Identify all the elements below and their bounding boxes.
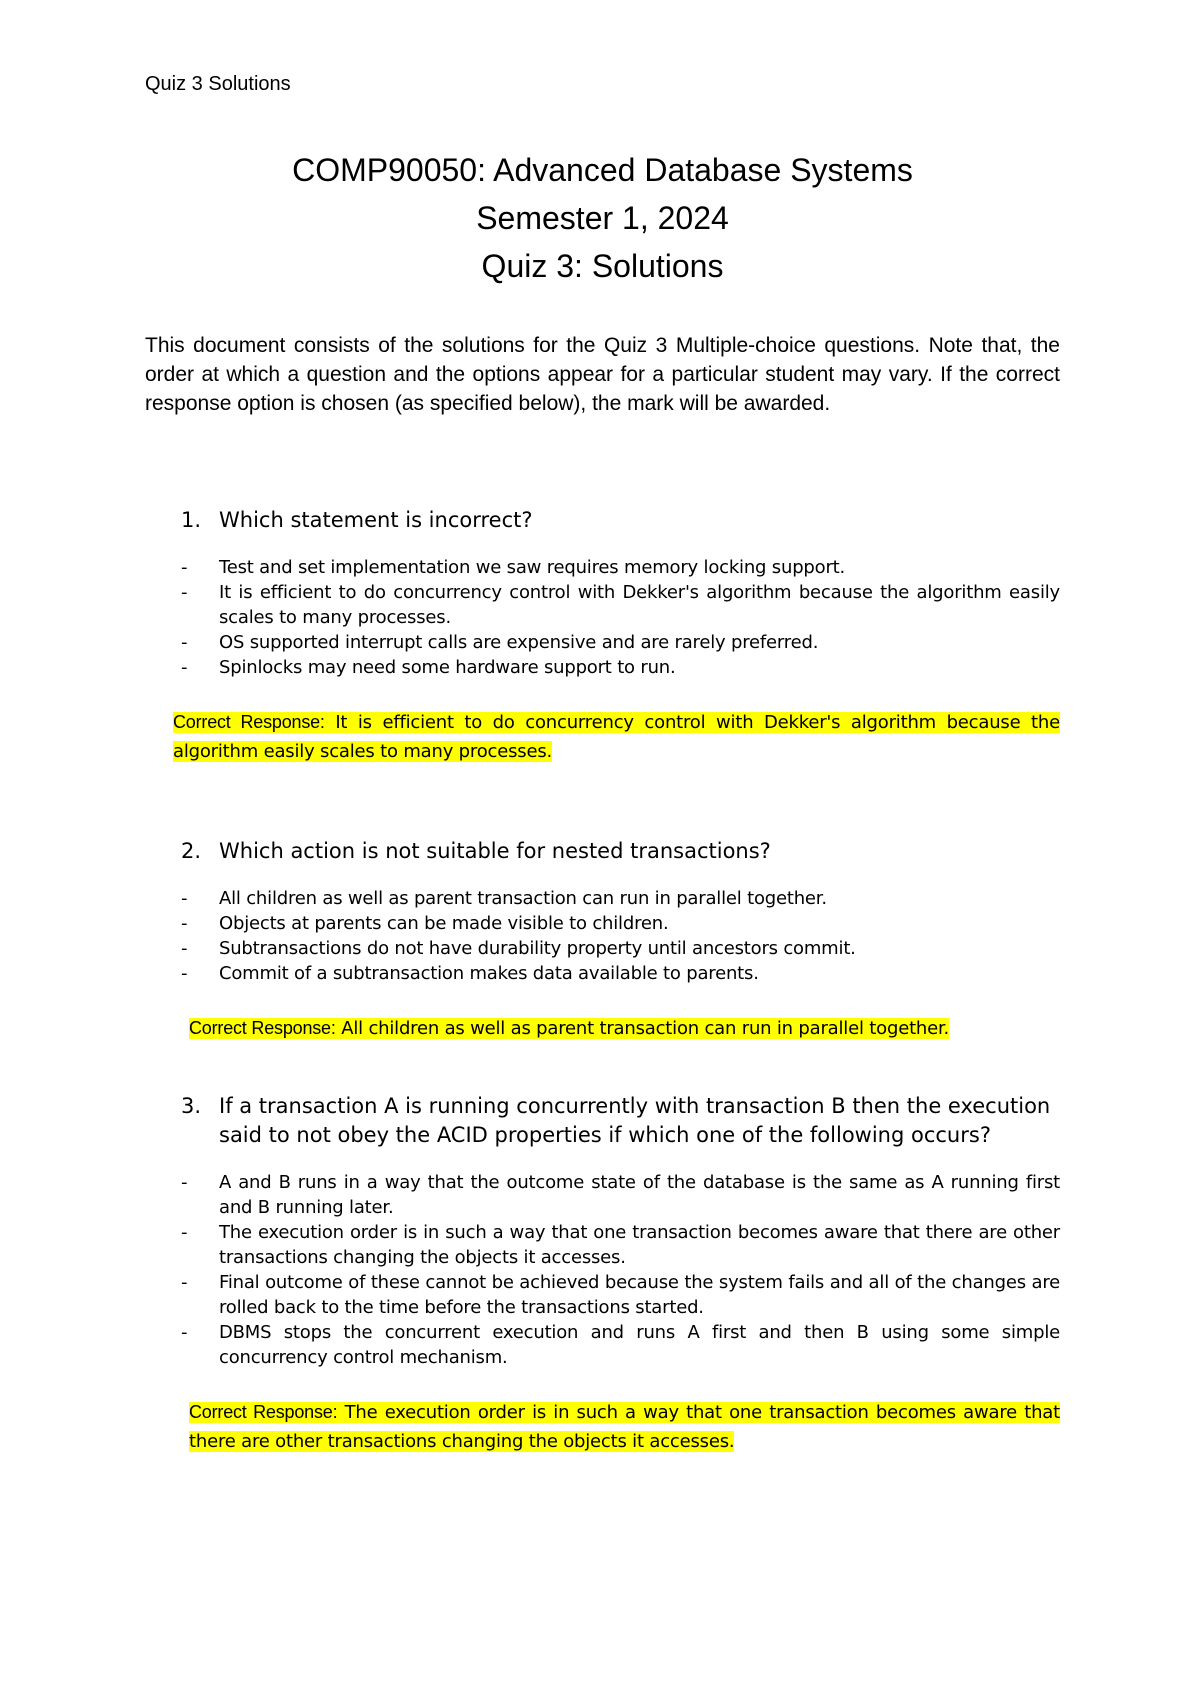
- option-text: Test and set implementation we saw requires memory locking support.: [219, 557, 846, 578]
- highlighted-answer: [189, 1018, 949, 1039]
- option-item: [145, 961, 1060, 986]
- option-item: [145, 1320, 1060, 1370]
- dash-bullet: -: [181, 632, 188, 653]
- answer-label: Correct Response:: [173, 712, 325, 732]
- answer-label: Correct Response:: [189, 1402, 338, 1422]
- question-title: [145, 837, 1060, 866]
- highlighted-answer: [189, 1402, 1060, 1452]
- correct-response: [145, 1014, 1060, 1043]
- question-text: Which statement is incorrect?: [219, 508, 533, 532]
- option-text: A and B runs in a way that the outcome state of the database is the same as A running first and B running later.: [219, 1172, 1060, 1218]
- option-text: Spinlocks may need some hardware support to run.: [219, 657, 676, 678]
- option-text: Objects at parents can be made visible to children.: [219, 913, 669, 934]
- option-item: [145, 1220, 1060, 1270]
- option-item: [145, 555, 1060, 580]
- highlighted-answer: [173, 712, 1060, 762]
- option-item: [145, 936, 1060, 961]
- option-text: OS supported interrupt calls are expensive and are rarely preferred.: [219, 632, 819, 653]
- option-list: [145, 1170, 1060, 1370]
- dash-bullet: -: [181, 888, 188, 909]
- option-text: The execution order is in such a way that one transaction becomes aware that there are other transactions changing the objects it accesses.: [219, 1222, 1060, 1268]
- option-list: [145, 886, 1060, 986]
- running-header: Quiz 3 Solutions: [145, 73, 291, 95]
- option-item: [145, 1170, 1060, 1220]
- question-text: If a transaction A is running concurrently with transaction B then the execution said to not obey the ACID properties if which one of the following occurs?: [219, 1094, 1051, 1147]
- dash-bullet: -: [181, 582, 188, 603]
- question-title: [145, 1092, 1060, 1150]
- dash-bullet: -: [181, 1272, 188, 1293]
- dash-bullet: -: [181, 1222, 188, 1243]
- title-block: [145, 146, 1060, 290]
- question-text: Which action is not suitable for nested transactions?: [219, 839, 771, 863]
- option-item: [145, 630, 1060, 655]
- option-item: [145, 886, 1060, 911]
- question-2: [145, 837, 1060, 1043]
- option-text: Final outcome of these cannot be achieved because the system fails and all of the changes are rolled back to the time before the transactions started.: [219, 1272, 1060, 1318]
- correct-response: [145, 1398, 1060, 1456]
- answer-text: The execution order is in such a way that one transaction becomes aware that there are other transactions changing the objects it accesses.: [189, 1402, 1060, 1452]
- question-number: 1.: [181, 508, 202, 532]
- option-text: Commit of a subtransaction makes data available to parents.: [219, 963, 759, 984]
- correct-response: [145, 708, 1060, 766]
- dash-bullet: -: [181, 1322, 188, 1343]
- dash-bullet: -: [181, 557, 188, 578]
- question-number: 3.: [181, 1094, 202, 1118]
- dash-bullet: -: [181, 963, 188, 984]
- question-1: [145, 506, 1060, 766]
- question-title: [145, 506, 1060, 535]
- answer-label: Correct Response:: [189, 1018, 336, 1038]
- answer-text: It is efficient to do concurrency control with Dekker's algorithm because the algorithm easily scales to many processes.: [173, 712, 1060, 762]
- dash-bullet: -: [181, 657, 188, 678]
- dash-bullet: -: [181, 1172, 188, 1193]
- option-text: It is efficient to do concurrency control with Dekker's algorithm because the algorithm easily scales to many processes.: [219, 582, 1060, 628]
- option-list: [145, 555, 1060, 680]
- question-number: 2.: [181, 839, 202, 863]
- option-item: [145, 655, 1060, 680]
- intro-paragraph: This document consists of the solutions for the Quiz 3 Multiple-choice questions. Note that, the order at which a question and the options appear for a particular student may vary. If the correct response option is chosen (as specified below), the mark will be awarded.: [145, 334, 1060, 415]
- semester-title: Semester 1, 2024: [476, 200, 729, 236]
- quiz-title: Quiz 3: Solutions: [481, 248, 724, 284]
- question-3: [145, 1092, 1060, 1456]
- option-text: Subtransactions do not have durability property until ancestors commit.: [219, 938, 856, 959]
- course-title: COMP90050: Advanced Database Systems: [292, 152, 913, 188]
- answer-text: All children as well as parent transaction can run in parallel together.: [341, 1018, 950, 1039]
- option-item: [145, 1270, 1060, 1320]
- option-item: [145, 911, 1060, 936]
- dash-bullet: -: [181, 938, 188, 959]
- dash-bullet: -: [181, 913, 188, 934]
- option-item: [145, 580, 1060, 630]
- option-text: DBMS stops the concurrent execution and runs A first and then B using some simple concurrency control mechanism.: [219, 1322, 1060, 1368]
- option-text: All children as well as parent transaction can run in parallel together.: [219, 888, 827, 909]
